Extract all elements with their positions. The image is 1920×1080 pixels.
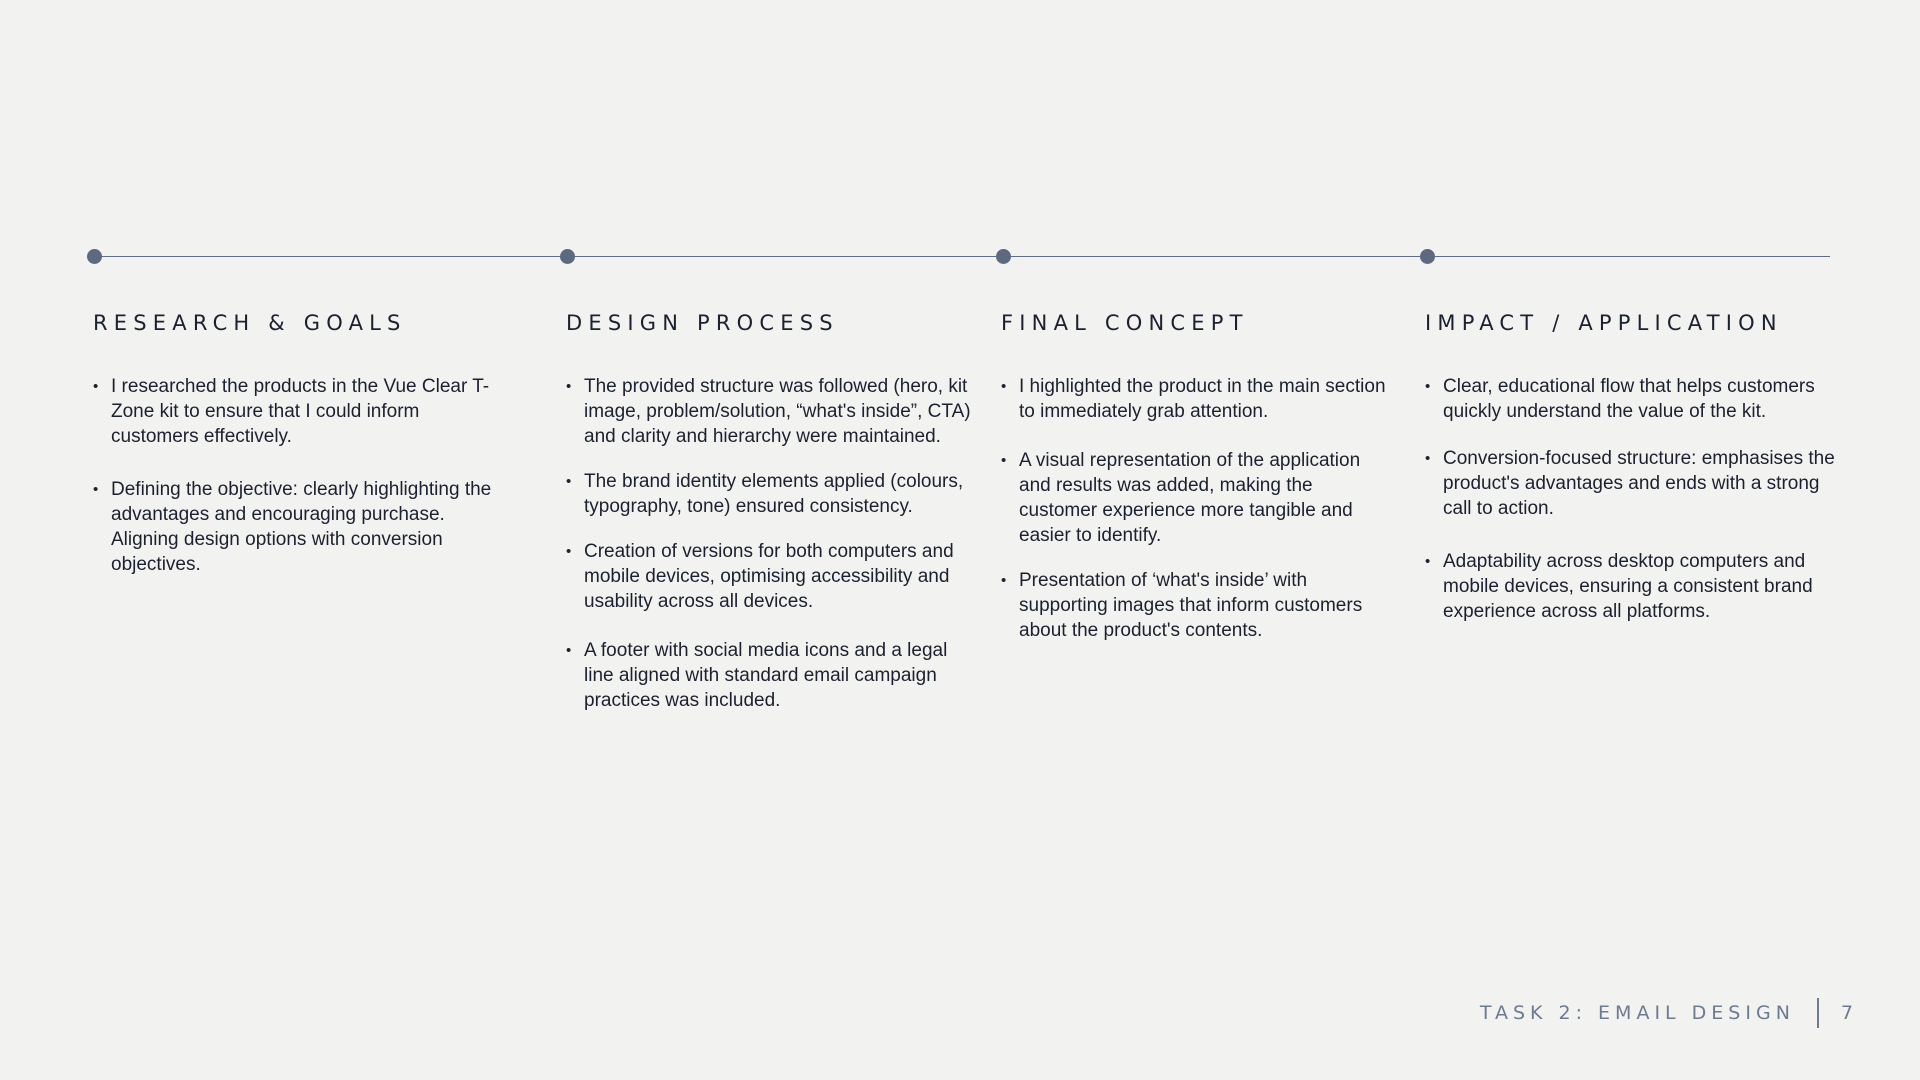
list-item: • I researched the products in the Vue Clear T-Zone kit to ensure that I could inform customers effectively. [93, 374, 503, 449]
page-number: 7 [1840, 1002, 1858, 1024]
column-impact-application [1425, 308, 1835, 648]
list-item: • The brand identity elements applied (colours, typography, tone) ensured consistency. [566, 469, 976, 519]
list-item: • I highlighted the product in the main section to immediately grab attention. [1001, 374, 1396, 424]
list-item: • The provided structure was followed (hero, kit image, problem/solution, “what's inside”, CTA) and clarity and hierarchy were maintained. [566, 374, 976, 449]
timeline-dot-final [996, 249, 1011, 264]
column-heading: RESEARCH & GOALS [93, 311, 407, 335]
column-final-concept [1001, 308, 1396, 667]
bullet-list [566, 374, 976, 713]
list-item: • Defining the objective: clearly highlighting the advantages and encouraging purchase. Aligning design options with conversion objectives. [93, 477, 503, 577]
list-item: • Presentation of ‘what's inside’ with supporting images that inform customers about the product's contents. [1001, 568, 1396, 643]
footer-task-label: TASK 2: EMAIL DESIGN [1479, 1002, 1795, 1024]
page-footer [1480, 998, 1858, 1028]
column-heading: FINAL CONCEPT [1001, 311, 1249, 335]
list-item: • Adaptability across desktop computers and mobile devices, ensuring a consistent brand experience across all platforms. [1425, 549, 1835, 624]
bullet-list [1001, 374, 1396, 643]
timeline-dot-design [560, 249, 575, 264]
column-design-process [566, 308, 976, 737]
list-item: • A footer with social media icons and a legal line aligned with standard email campaign practices was included. [566, 638, 976, 713]
list-item: • Conversion-focused structure: emphasises the product's advantages and ends with a strong call to action. [1425, 446, 1835, 521]
column-heading: IMPACT / APPLICATION [1425, 311, 1783, 335]
list-item: • Clear, educational flow that helps customers quickly understand the value of the kit. [1425, 374, 1835, 424]
timeline-line [94, 256, 1830, 257]
column-research-goals [93, 308, 503, 601]
list-item: • Creation of versions for both computers and mobile devices, optimising accessibility and usability across all devices. [566, 539, 976, 614]
footer-divider [1817, 998, 1819, 1028]
timeline-dot-impact [1420, 249, 1435, 264]
column-heading: DESIGN PROCESS [566, 311, 839, 335]
timeline-dot-research [87, 249, 102, 264]
list-item: • A visual representation of the application and results was added, making the customer experience more tangible and easier to identify. [1001, 448, 1396, 548]
bullet-list [93, 374, 503, 577]
bullet-list [1425, 374, 1835, 624]
